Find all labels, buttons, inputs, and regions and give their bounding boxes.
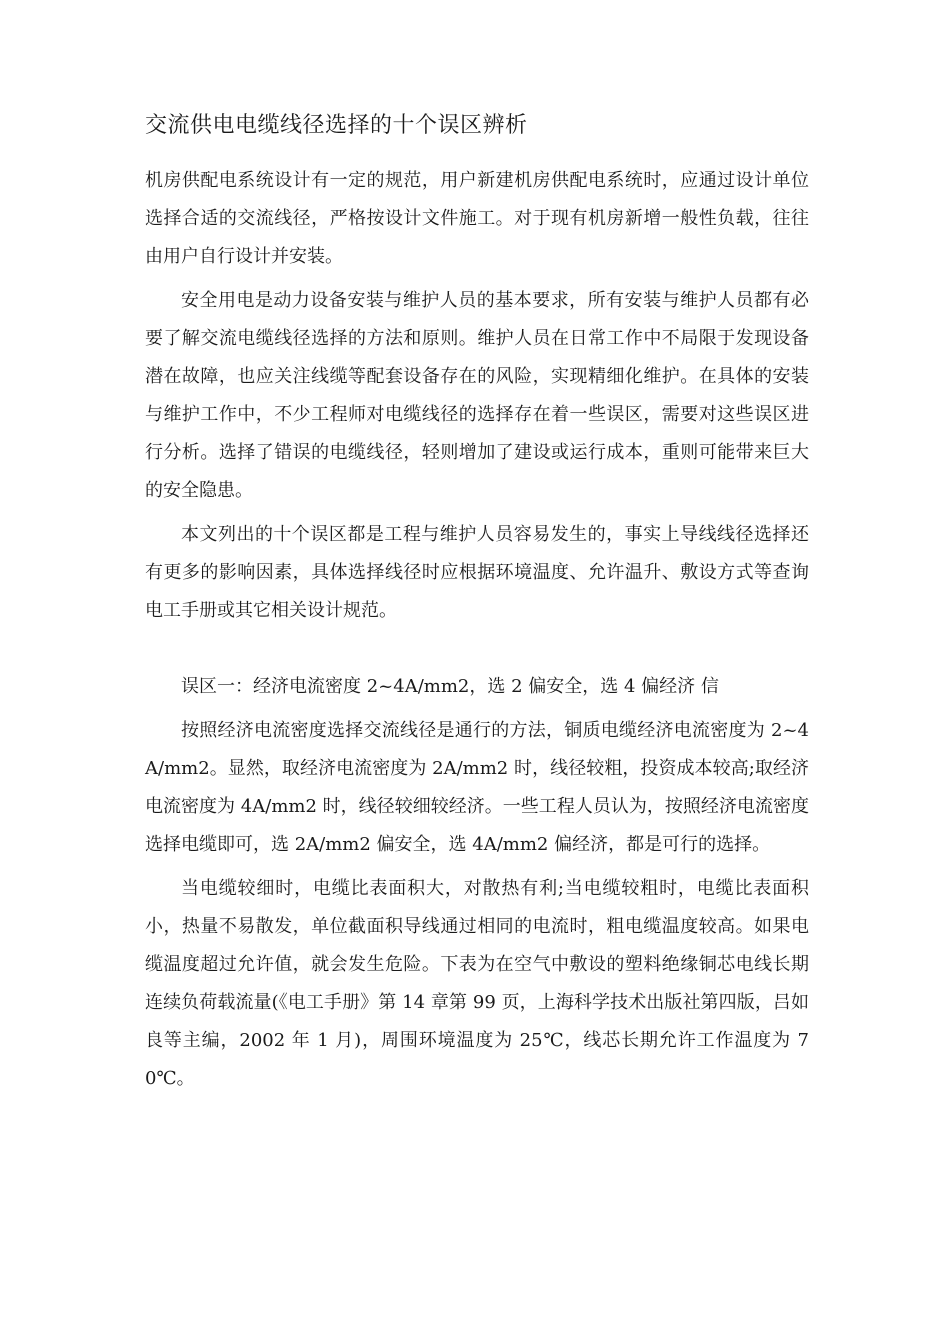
- paragraph-spacer: [145, 636, 809, 668]
- document-page: [145, 110, 809, 1104]
- intro-paragraph: 机房供配电系统设计有一定的规范，用户新建机房供配电系统时，应通过设计单位选择合适的交流线径，严格按设计文件施工。对于现有机房新增一般性负载，往往由用户自行设计并安装。: [145, 170, 809, 267]
- section-heading: 误区一：经济电流密度 2~4A/mm2，选 2 偏安全，选 4 偏经济 信: [181, 676, 719, 697]
- document-title: 交流供电电缆线径选择的十个误区辨析: [145, 113, 528, 138]
- section-paragraph: 按照经济电流密度选择交流线径是通行的方法，铜质电缆经济电流密度为 2~4A/mm2。显然，取经济电流密度为 2A/mm2 时，线径较粗，投资成本较高;取经济电流密度为 4A/mm2 时，线径较细较经济。一些工程人员认为，按照经济电流密度选择电缆即可，选 2A/mm2 偏安全，选 4A/mm2 偏经济，都是可行的选择。: [145, 720, 809, 855]
- safety-paragraph: 安全用电是动力设备安装与维护人员的基本要求，所有安装与维护人员都有必要了解交流电缆线径选择的方法和原则。维护人员在日常工作中不局限于发现设备潜在故障，也应关注线缆等配套设备存在的风险，实现精细化维护。在具体的安装与维护工作中，不少工程师对电缆线径的选择存在着一些误区，需要对这些误区进行分析。选择了错误的电缆线径，轻则增加了建设或运行成本，重则可能带来巨大的安全隐患。: [145, 290, 809, 501]
- scope-paragraph: 本文列出的十个误区都是工程与维护人员容易发生的，事实上导线线径选择还有更多的影响因素，具体选择线径时应根据环境温度、允许温升、敷设方式等查询电工手册或其它相关设计规范。: [145, 524, 809, 621]
- section-paragraph: 当电缆较细时，电缆比表面积大，对散热有利;当电缆较粗时，电缆比表面积小，热量不易散发，单位截面积导线通过相同的电流时，粗电缆温度较高。如果电缆温度超过允许值，就会发生危险。下表为在空气中敷设的塑料绝缘铜芯电线长期连续负荷载流量(《电工手册》第 14 章第 99 页，上海科学技术出版社第四版，吕如良等主编，2002 年 1 月)，周围环境温度为 25℃，线芯长期允许工作温度为 70℃。: [145, 878, 809, 1089]
